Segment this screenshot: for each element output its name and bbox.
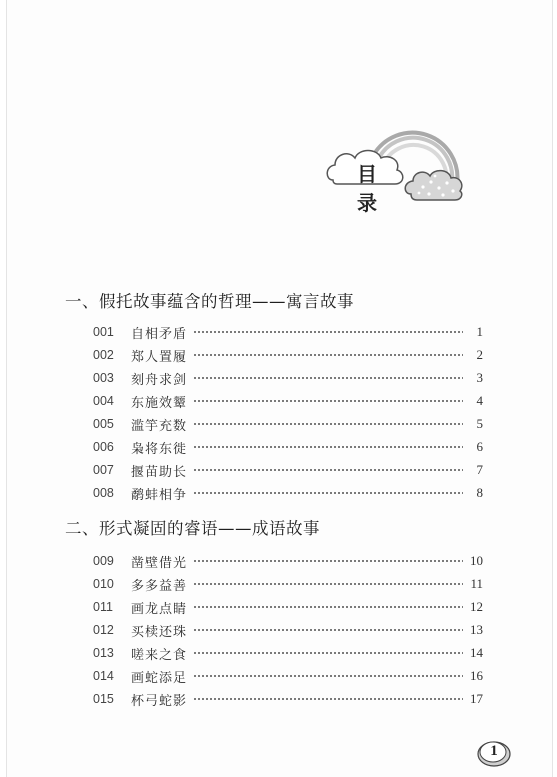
dot-leader — [193, 377, 463, 379]
entry-number: 012 — [93, 623, 114, 637]
entry-number: 007 — [93, 463, 114, 477]
entry-number: 006 — [93, 440, 114, 454]
entry-number: 009 — [93, 554, 114, 568]
entry-title: 杯弓蛇影 — [131, 693, 188, 709]
entry-page: 8 — [476, 485, 483, 500]
entry-title: 揠苗助长 — [131, 464, 188, 480]
entry-number: 008 — [93, 486, 114, 500]
entry-page: 3 — [476, 370, 483, 385]
entry-number: 002 — [93, 348, 114, 362]
entry-title: 凿壁借光 — [131, 555, 188, 571]
entry-number: 010 — [93, 577, 114, 591]
toc-entry[interactable] — [93, 597, 483, 617]
toc-entry[interactable] — [93, 414, 483, 434]
dot-leader — [193, 675, 463, 677]
entry-title: 多多益善 — [131, 578, 188, 594]
toc-entry[interactable] — [93, 574, 483, 594]
entry-title: 郑人置履 — [131, 349, 188, 365]
dot-leader — [193, 423, 463, 425]
section-heading-fables: 一、假托故事蕴含的哲理——寓言故事 — [65, 292, 354, 311]
toc-entry[interactable] — [93, 643, 483, 663]
section-heading-idioms: 二、形式凝固的睿语——成语故事 — [65, 519, 320, 538]
entry-title: 画龙点睛 — [131, 601, 188, 617]
page-number: 1 — [490, 743, 498, 759]
entry-number: 001 — [93, 325, 114, 339]
entry-page: 1 — [476, 324, 483, 339]
entry-number: 013 — [93, 646, 114, 660]
entry-page: 13 — [470, 622, 483, 637]
entry-page: 14 — [470, 645, 483, 660]
entry-title: 枭将东徙 — [131, 441, 188, 457]
entry-number: 014 — [93, 669, 114, 683]
entry-page: 7 — [476, 462, 483, 477]
entry-number: 015 — [93, 692, 114, 706]
toc-entry[interactable] — [93, 368, 483, 388]
entry-title: 嗟来之食 — [131, 647, 188, 663]
entry-page: 12 — [470, 599, 483, 614]
dot-leader — [193, 331, 463, 333]
dot-leader — [193, 560, 463, 562]
entry-title: 买椟还珠 — [131, 624, 188, 640]
entry-title: 刻舟求剑 — [131, 372, 188, 388]
entry-page: 10 — [470, 553, 483, 568]
toc-entry[interactable] — [93, 437, 483, 457]
toc-entry[interactable] — [93, 689, 483, 709]
dot-leader — [193, 652, 463, 654]
entry-page: 6 — [476, 439, 483, 454]
entry-page: 4 — [476, 393, 483, 408]
entry-number: 005 — [93, 417, 114, 431]
dot-leader — [193, 400, 463, 402]
toc-entry[interactable] — [93, 345, 483, 365]
entry-page: 5 — [476, 416, 483, 431]
dot-leader — [193, 629, 463, 631]
entry-page: 11 — [470, 576, 483, 591]
dot-leader — [193, 606, 463, 608]
entry-title: 东施效颦 — [131, 395, 188, 411]
dot-leader — [193, 446, 463, 448]
entry-page: 2 — [476, 347, 483, 362]
entry-page: 17 — [470, 691, 483, 706]
entry-title: 鹬蚌相争 — [131, 487, 188, 503]
entry-number: 011 — [93, 600, 113, 614]
entry-number: 003 — [93, 371, 114, 385]
toc-entry[interactable] — [93, 551, 483, 571]
dot-leader — [193, 354, 463, 356]
entry-page: 16 — [470, 668, 483, 683]
entry-title: 画蛇添足 — [131, 670, 188, 686]
toc-entry[interactable] — [93, 620, 483, 640]
toc-entry[interactable] — [93, 391, 483, 411]
dot-leader — [193, 698, 463, 700]
dot-leader — [193, 583, 463, 585]
dot-leader — [193, 469, 463, 471]
entry-number: 004 — [93, 394, 114, 408]
book-page — [6, 0, 553, 777]
toc-title: 目 录 — [357, 162, 385, 215]
toc-entry[interactable] — [93, 460, 483, 480]
toc-entry[interactable] — [93, 666, 483, 686]
entry-title: 自相矛盾 — [131, 326, 188, 342]
toc-entry[interactable] — [93, 483, 483, 503]
dot-leader — [193, 492, 463, 494]
entry-title: 滥竽充数 — [131, 418, 188, 434]
toc-entry[interactable] — [93, 322, 483, 342]
